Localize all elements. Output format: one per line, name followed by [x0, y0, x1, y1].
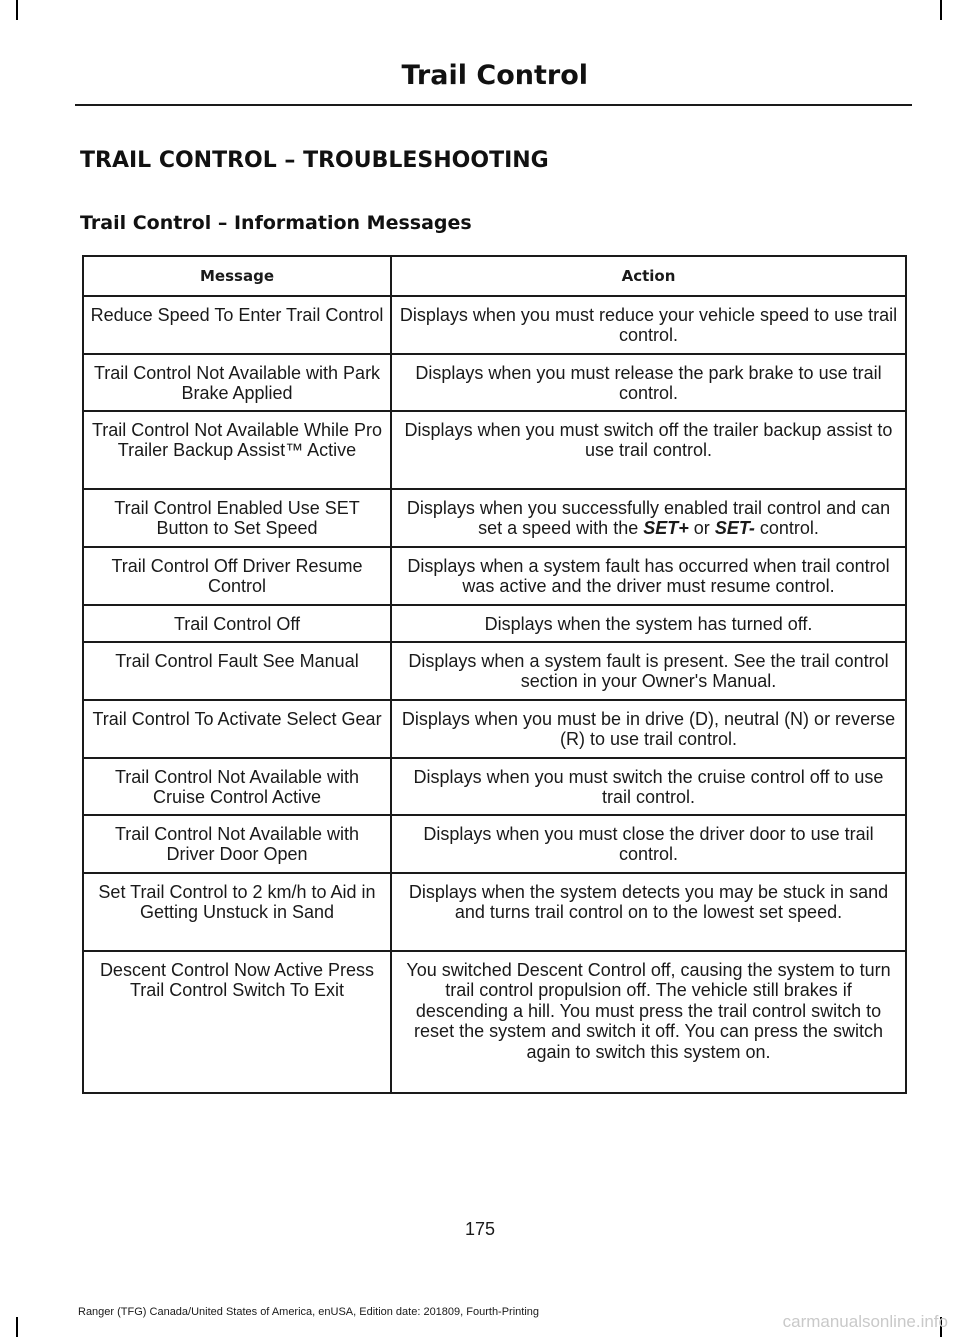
table-row	[83, 758, 906, 815]
message-cell: Reduce Speed To Enter Trail Control	[83, 296, 391, 354]
action-cell: Displays when you must switch the cruise control off to use trail control.	[391, 758, 906, 815]
section-title: TRAIL CONTROL – TROUBLESHOOTING	[80, 148, 549, 173]
action-cell	[391, 489, 906, 547]
message-cell: Trail Control Enabled Use SET Button to Set Speed	[83, 489, 391, 547]
action-text: or	[693, 518, 710, 538]
action-cell: Displays when you must be in drive (D), neutral (N) or reverse (R) to use trail control.	[391, 700, 906, 758]
header-divider	[75, 104, 912, 106]
message-cell: Trail Control Not Available with Park Brake Applied	[83, 354, 391, 411]
action-cell: Displays when you must release the park brake to use trail control.	[391, 354, 906, 411]
column-header-action: Action	[391, 256, 906, 296]
action-cell: Displays when the system has turned off.	[391, 605, 906, 642]
message-cell: Trail Control Not Available with Cruise Control Active	[83, 758, 391, 815]
action-text: Displays when you successfully enabled trail control and can set a speed with the	[406, 497, 891, 538]
set-plus-control-label: SET+	[643, 518, 689, 538]
action-cell: Displays when you must close the driver door to use trail control.	[391, 815, 906, 873]
message-cell: Set Trail Control to 2 km/h to Aid in Getting Unstuck in Sand	[83, 873, 391, 951]
table-row	[83, 700, 906, 758]
message-cell: Trail Control Fault See Manual	[83, 642, 391, 700]
message-cell: Trail Control Not Available with Driver Door Open	[83, 815, 391, 873]
crop-mark-bottom-left	[16, 1317, 18, 1337]
table-row	[83, 605, 906, 642]
crop-mark-top-left	[16, 0, 18, 20]
action-text: control.	[759, 518, 819, 538]
watermark: carmanualsonline.info	[782, 1312, 948, 1331]
action-cell: Displays when you must switch off the trailer backup assist to use trail control.	[391, 411, 906, 489]
set-minus-control-label: SET-	[714, 518, 755, 538]
table-row	[83, 489, 906, 547]
column-header-message: Message	[83, 256, 391, 296]
table-row	[83, 873, 906, 951]
action-cell: You switched Descent Control off, causing the system to turn trail control propulsion off. The vehicle still brakes if descending a hill. You must press the trail control switch to reset the system and switch it off. You can press the switch again to switch this system on.	[391, 951, 906, 1093]
action-cell: Displays when a system fault has occurred when trail control was active and the driver must resume control.	[391, 547, 906, 605]
information-messages-table	[82, 255, 907, 1094]
crop-mark-top-right	[940, 0, 942, 20]
page-number: 175	[464, 1219, 496, 1239]
page-header-title: Trail Control	[401, 60, 588, 91]
message-cell: Trail Control Off Driver Resume Control	[83, 547, 391, 605]
table-header-row	[83, 256, 906, 296]
message-cell: Trail Control To Activate Select Gear	[83, 700, 391, 758]
table-row	[83, 411, 906, 489]
message-cell: Descent Control Now Active Press Trail Control Switch To Exit	[83, 951, 391, 1093]
action-cell: Displays when a system fault is present. See the trail control section in your Owner's Manual.	[391, 642, 906, 700]
footer-edition-info: Ranger (TFG) Canada/United States of America, enUSA, Edition date: 201809, Fourth-Printing	[78, 1306, 540, 1318]
table-row	[83, 815, 906, 873]
table-row	[83, 642, 906, 700]
message-cell: Trail Control Not Available While Pro Trailer Backup Assist™ Active	[83, 411, 391, 489]
table-row	[83, 296, 906, 354]
table-row	[83, 951, 906, 1093]
action-cell: Displays when the system detects you may be stuck in sand and turns trail control on to the lowest set speed.	[391, 873, 906, 951]
message-cell: Trail Control Off	[83, 605, 391, 642]
action-cell: Displays when you must reduce your vehicle speed to use trail control.	[391, 296, 906, 354]
table-row	[83, 547, 906, 605]
section-subtitle: Trail Control – Information Messages	[80, 212, 472, 234]
table-row	[83, 354, 906, 411]
